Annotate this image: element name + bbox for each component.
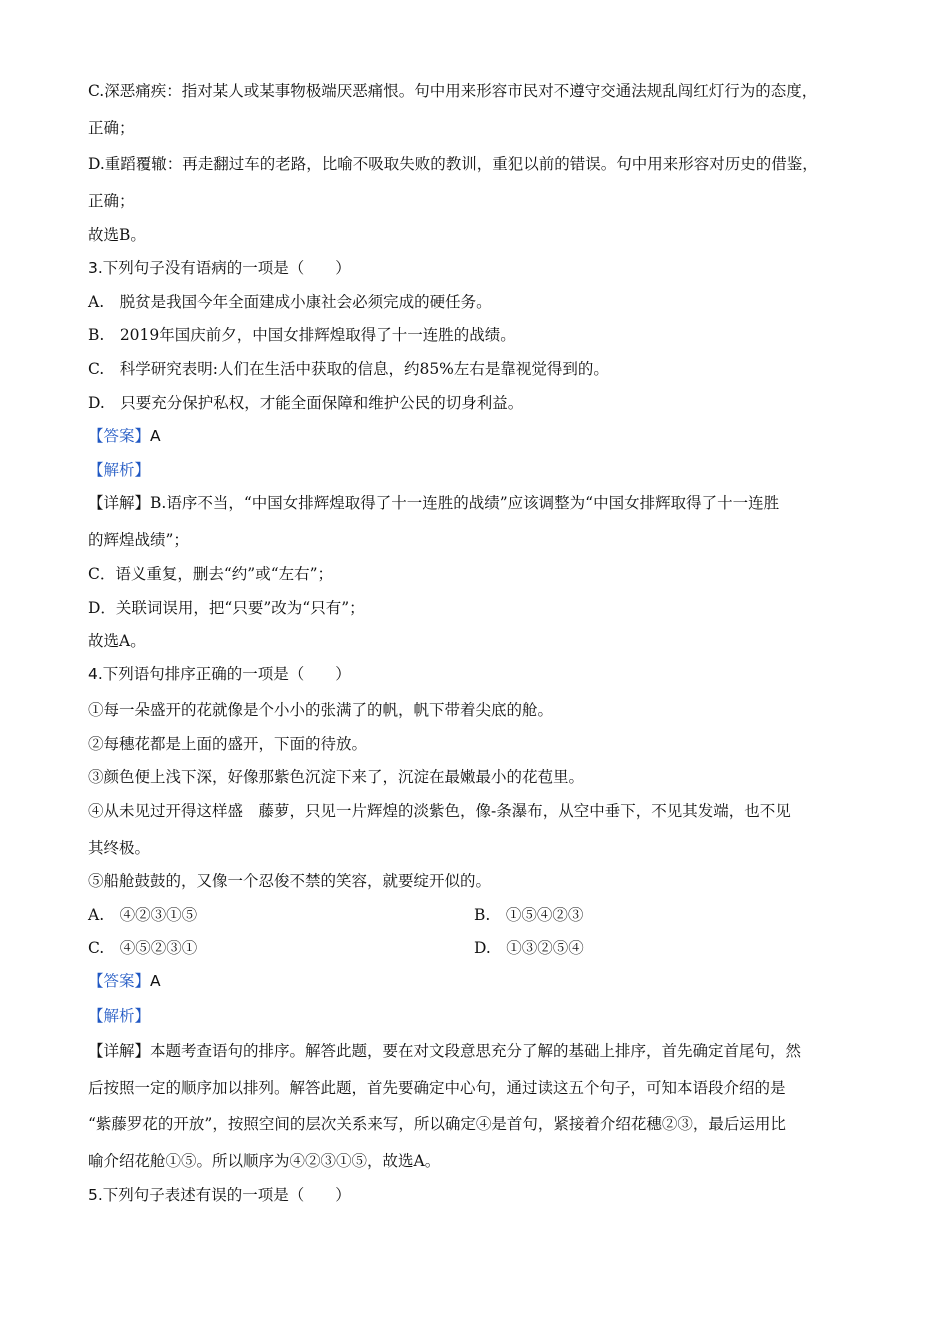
text-line: 喻介绍花舱①⑤。所以顺序为④②③①⑤，故选A。	[88, 1152, 441, 1170]
option-d: D. 只要充分保护私权，才能全面保障和维护公民的切身利益。	[88, 394, 524, 412]
question-5: 5.下列句子表述有误的一项是（ ）	[88, 1186, 351, 1204]
sentence-3: ③颜色便上浅下深，好像那紫色沉淀下来了，沉淀在最嫩最小的花苞里。	[88, 768, 585, 786]
sentence-2: ②每穗花都是上面的盛开，下面的待放。	[88, 735, 368, 753]
text-line: 故选A。	[88, 632, 146, 650]
answer-tag: 【答案】	[88, 972, 151, 990]
answer-tag: 【答案】	[88, 427, 151, 445]
option-b: B. ①⑤④②③	[474, 906, 584, 924]
answer-line	[88, 425, 868, 447]
answer-value: A	[150, 972, 161, 990]
sentence-5: ⑤船舱鼓鼓的，又像一个忍俊不禁的笑容，就要绽开似的。	[88, 872, 492, 890]
explanation-line	[88, 1040, 868, 1062]
text-line: C.深恶痛疾：指对某人或某事物极端厌恶痛恨。句中用来形容市民对不遵守交通法规乱闯红灯行为的态度，	[88, 82, 818, 100]
option-a: A. 脱贫是我国今年全面建成小康社会必须完成的硬任务。	[88, 293, 492, 311]
text-line: D.重蹈覆辙：再走翻过车的老路，比喻不吸取失败的教训，重犯以前的错误。句中用来形容对历史的借鉴，	[88, 155, 818, 173]
text-line: 故选B。	[88, 226, 146, 244]
answer-line	[88, 970, 868, 992]
text-line: 的辉煌战绩”；	[88, 531, 189, 549]
text-line: C．语义重复，删去“约”或“左右”；	[88, 565, 334, 583]
option-c: C. 科学研究表明:人们在生活中获取的信息，约85%左右是靠视觉得到的。	[88, 360, 609, 378]
text-line: “紫藤罗花的开放”，按照空间的层次关系来写，所以确定④是首句，紧接着介绍花穗②③，最后运用比	[88, 1115, 786, 1133]
option-a: A. ④②③①⑤	[88, 906, 198, 924]
explanation-text: 本题考查语句的排序。解答此题，要在对文段意思充分了解的基础上排序，首先确定首尾句，然	[150, 1042, 802, 1060]
text-line: 正确；	[88, 119, 135, 137]
answer-value: A	[150, 427, 161, 445]
text-line: 其终极。	[88, 839, 151, 857]
analysis-tag: 【解析】	[88, 1007, 151, 1025]
question-4: 4.下列语句排序正确的一项是（ ）	[88, 665, 351, 683]
explanation-tag: 【详解】	[88, 494, 151, 512]
text-line: D．关联词误用，把“只要”改为“只有”；	[88, 599, 365, 617]
option-c: C. ④⑤②③①	[88, 939, 198, 957]
sentence-4: ④从未见过开得这样盛 藤萝，只见一片辉煌的淡紫色，像-条瀑布，从空中垂下，不见其发端，也不见	[88, 802, 791, 820]
option-b: B. 2019年国庆前夕，中国女排辉煌取得了十一连胜的战绩。	[88, 326, 516, 344]
sentence-1: ①每一朵盛开的花就像是个小小的张满了的帆，帆下带着尖底的舱。	[88, 701, 554, 719]
question-3: 3.下列句子没有语病的一项是（ ）	[88, 259, 351, 277]
text-line: 正确；	[88, 192, 135, 210]
analysis-tag: 【解析】	[88, 461, 151, 479]
option-d: D. ①③②⑤④	[474, 939, 584, 957]
explanation-line	[88, 492, 868, 514]
explanation-tag: 【详解】	[88, 1042, 151, 1060]
explanation-text: B.语序不当，“中国女排辉煌取得了十一连胜的战绩”应该调整为“中国女排辉取得了十一连胜	[150, 494, 780, 512]
text-line: 后按照一定的顺序加以排列。解答此题，首先要确定中心句，通过读这五个句子，可知本语段介绍的是	[88, 1079, 786, 1097]
